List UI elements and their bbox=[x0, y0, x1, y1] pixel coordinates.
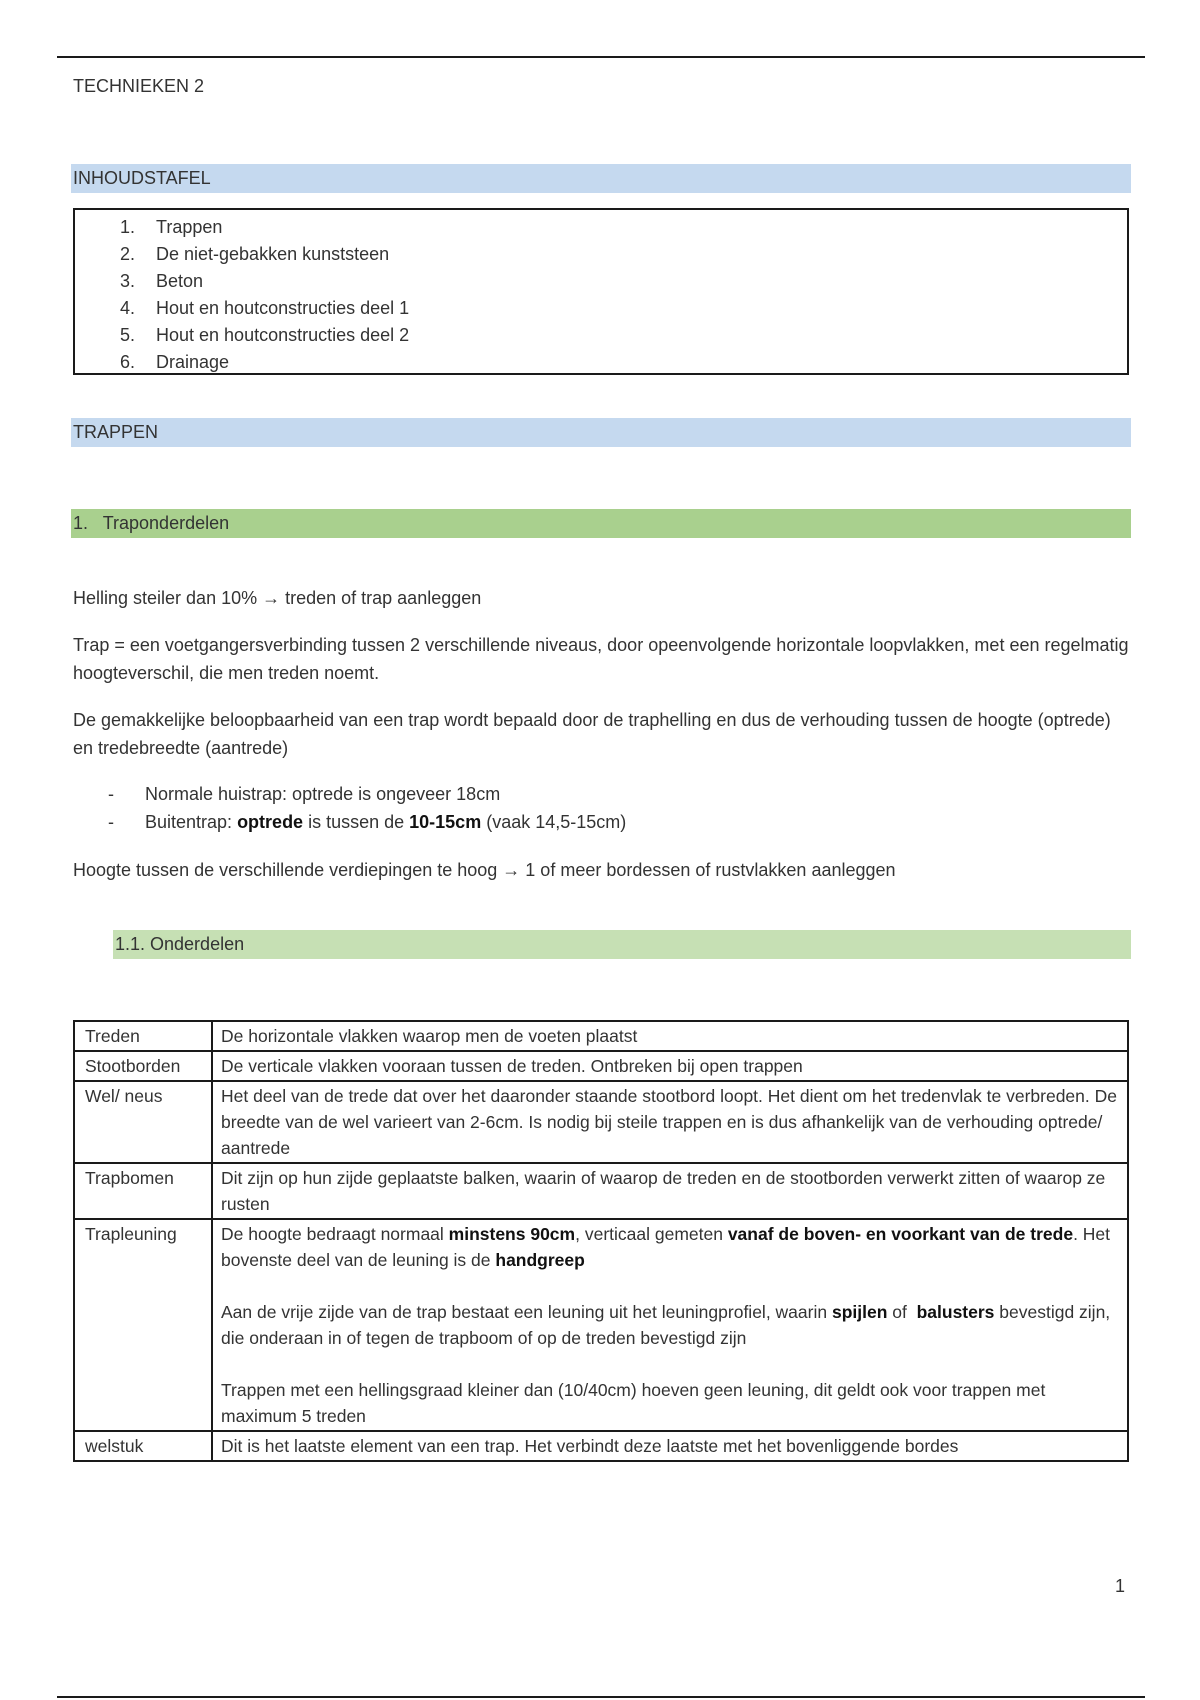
document-header: TECHNIEKEN 2 bbox=[73, 76, 205, 96]
table-term: Trapleuning bbox=[74, 1219, 212, 1431]
section-heading-trappen: TRAPPEN bbox=[71, 418, 1131, 447]
paragraph-helling: Helling steiler dan 10% → treden of trap aanleggen bbox=[73, 588, 482, 608]
table-desc: Dit zijn op hun zijde geplaatste balken, waarin of waarop de treden en de stootborden verwerkt zitten of waarop ze rusten bbox=[212, 1163, 1128, 1219]
table-row bbox=[74, 1081, 1128, 1163]
trapleuning-profiel: Aan de vrije zijde van de trap bestaat een leuning uit het leuningprofiel, waarin spijlen of balusters bevestigd zijn, die onderaan in of tegen de trapboom of op de treden bevestigd zijn bbox=[221, 1302, 1111, 1348]
toc-item: 6. Drainage bbox=[120, 352, 230, 372]
paragraph-beloopbaarheid: De gemakkelijke beloopbaarheid van een trap wordt bepaald door de traphelling en dus de verhouding tussen de hoogte (optrede) en tredebreedte (aantrede) bbox=[73, 710, 1111, 758]
toc-item: 5. Hout en houtconstructies deel 2 bbox=[120, 325, 410, 345]
table-term: Treden bbox=[74, 1021, 212, 1051]
table-desc: Het deel van de trede dat over het daaronder staande stootbord loopt. Het dient om het tredenvlak te verbreden. De breedte van de wel varieert van 2-6cm. Is nodig bij steile trappen en is dus afhankelijk van de verhouding optrede/ aantrede bbox=[212, 1081, 1128, 1163]
table-term: Wel/ neus bbox=[74, 1081, 212, 1163]
footer-rule bbox=[57, 1696, 1145, 1698]
toc-item: 1. Trappen bbox=[120, 217, 223, 237]
table-term: welstuk bbox=[74, 1431, 212, 1461]
bullet-list bbox=[73, 780, 1133, 836]
toc-item: 3. Beton bbox=[120, 271, 204, 291]
table-row bbox=[74, 1021, 1128, 1051]
subsection-heading-onderdelen: 1.1. Onderdelen bbox=[113, 930, 1131, 959]
toc-item: 4. Hout en houtconstructies deel 1 bbox=[120, 298, 410, 318]
table-term: Trapbomen bbox=[74, 1163, 212, 1219]
table-desc bbox=[212, 1219, 1128, 1431]
trapleuning-uitzondering: Trappen met een hellingsgraad kleiner dan (10/40cm) hoeven geen leuning, dit geldt ook voor trappen met maximum 5 treden bbox=[221, 1380, 1046, 1426]
table-row bbox=[74, 1219, 1128, 1431]
paragraph-bordessen: Hoogte tussen de verschillende verdiepingen te hoog → 1 of meer bordessen of rustvlakken aanleggen bbox=[73, 860, 896, 880]
table-desc: Dit is het laatste element van een trap. Het verbindt deze laatste met het bovenliggende bordes bbox=[212, 1431, 1128, 1461]
page-number: 1 bbox=[1115, 1576, 1126, 1596]
trapleuning-hoogte: De hoogte bedraagt normaal minstens 90cm, verticaal gemeten vanaf de boven- en voorkant van de trede. Het bovenste deel van de leuning is de handgreep bbox=[221, 1224, 1111, 1270]
table-row bbox=[74, 1163, 1128, 1219]
table-desc: De horizontale vlakken waarop men de voeten plaatst bbox=[212, 1021, 1128, 1051]
toc-heading: INHOUDSTAFEL bbox=[71, 164, 1131, 193]
subsection-heading-traponderdelen: 1. Traponderdelen bbox=[71, 509, 1131, 538]
bullet-item: - Normale huistrap: optrede is ongeveer 18cm bbox=[108, 784, 501, 804]
header-rule bbox=[57, 56, 1145, 58]
toc-box bbox=[73, 208, 1129, 375]
paragraph-trap-definitie: Trap = een voetgangersverbinding tussen 2 verschillende niveaus, door opeenvolgende horizontale loopvlakken, met een regelmatig hoogteverschil, die men treden noemt. bbox=[73, 635, 1129, 683]
toc-list bbox=[120, 214, 409, 376]
toc-item: 2. De niet-gebakken kunststeen bbox=[120, 244, 390, 264]
table-term: Stootborden bbox=[74, 1051, 212, 1081]
table-row bbox=[74, 1431, 1128, 1461]
table-row bbox=[74, 1051, 1128, 1081]
bullet-item: - Buitentrap: optrede is tussen de 10-15cm (vaak 14,5-15cm) bbox=[108, 812, 627, 832]
table-desc: De verticale vlakken vooraan tussen de treden. Ontbreken bij open trappen bbox=[212, 1051, 1128, 1081]
onderdelen-table bbox=[73, 1020, 1129, 1462]
